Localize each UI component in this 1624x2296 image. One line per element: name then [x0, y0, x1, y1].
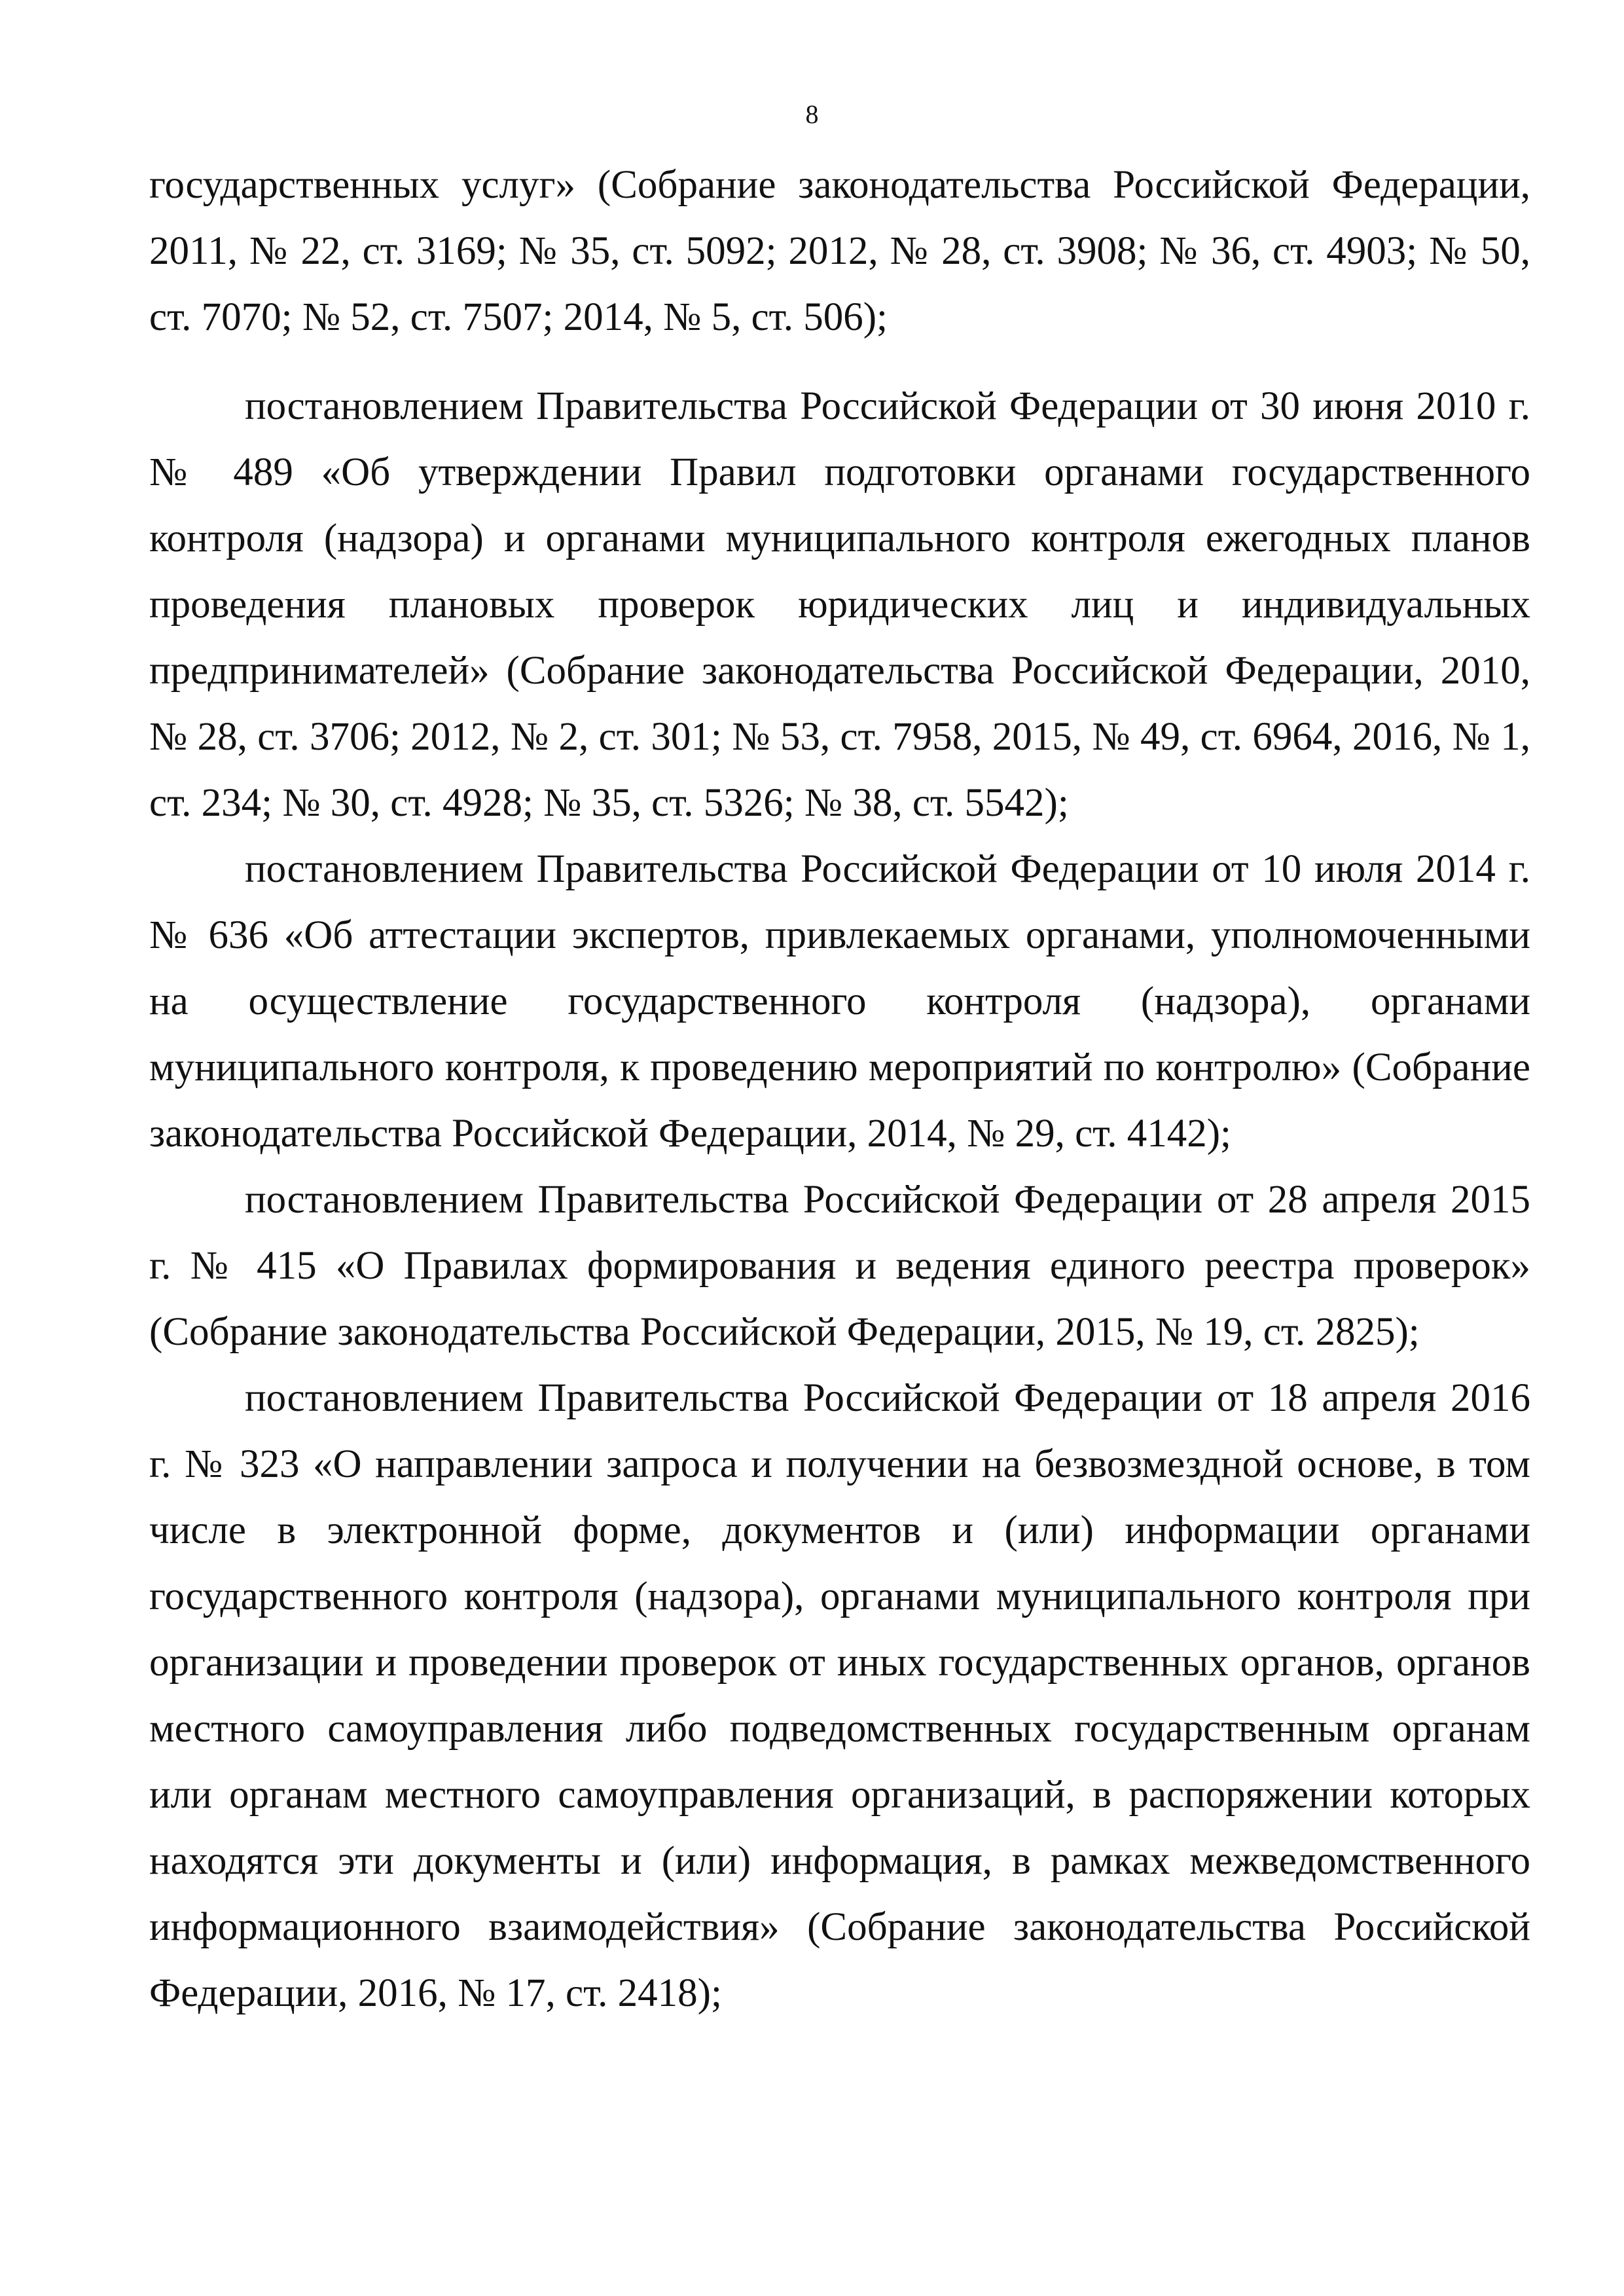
document-body — [149, 152, 1530, 2026]
paragraph-resolution-489: постановлением Правительства Российской Федерации от 30 июня 2010 г. № 489 «Об утверждении Правил подготовки органами государственного контроля (надзора) и органами муниципального контроля ежегодных планов проведения плановых проверок юридических лиц и индивидуальных предпринимателей» (Собрание законодательства Российской Федерации, 2010, № 28, ст. 3706; 2012, № 2, ст. 301; № 53, ст. 7958, 2015, № 49, ст. 6964, 2016, № 1, ст. 234; № 30, ст. 4928; № 35, ст. 5326; № 38, ст. 5542); — [149, 384, 1530, 825]
page-number: 8 — [805, 100, 819, 129]
paragraph-resolution-636: постановлением Правительства Российской Федерации от 10 июля 2014 г. № 636 «Об аттестации экспертов, привлекаемых органами, уполномоченными на осуществление государственного контроля (надзора), органами муниципального контроля, к проведению мероприятий по контролю» (Собрание законодательства Российской Федерации, 2014, № 29, ст. 4142); — [149, 847, 1530, 1156]
paragraph-resolution-323: постановлением Правительства Российской Федерации от 18 апреля 2016 г. № 323 «О направлении запроса и получении на безвозмездной основе, в том числе в электронной форме, документов и (или) информации органами государственного контроля (надзора), органами муниципального контроля при организации и проведении проверок от иных государственных органов, органов местного самоуправления либо подведомственных государственным органам или органам местного самоуправления организаций, в распоряжении которых находятся эти документы и (или) информация, в рамках межведомственного информационного взаимодействия» (Собрание законодательства Российской Федерации, 2016, № 17, ст. 2418); — [149, 1376, 1530, 2015]
paragraph-continuation: государственных услуг» (Собрание законодательства Российской Федерации, 2011, № 22, ст. 3169; № 35, ст. 5092; 2012, № 28, ст. 3908; № 36, ст. 4903; № 50, ст. 7070; № 52, ст. 7507; 2014, № 5, ст. 506); — [149, 163, 1530, 339]
paragraph-resolution-415: постановлением Правительства Российской Федерации от 28 апреля 2015 г. № 415 «О Правилах формирования и ведения единого реестра проверок» (Собрание законодательства Российской Федерации, 2015, № 19, ст. 2825); — [149, 1178, 1530, 1354]
